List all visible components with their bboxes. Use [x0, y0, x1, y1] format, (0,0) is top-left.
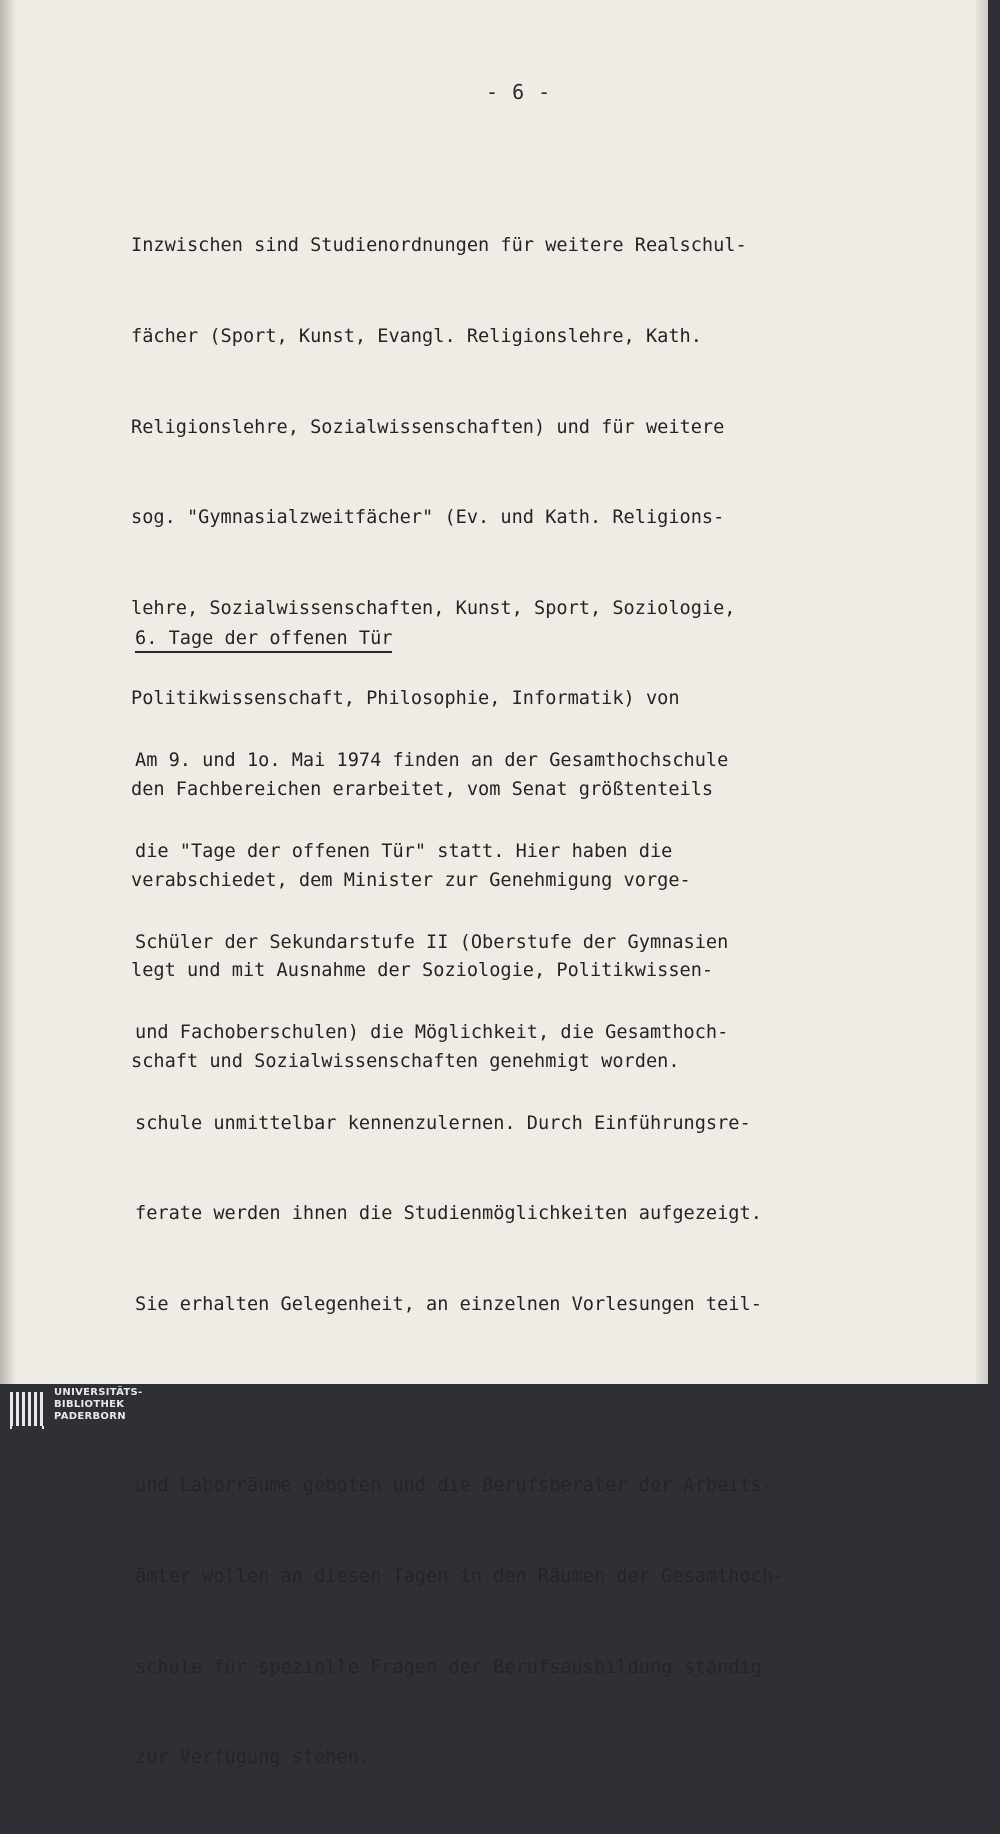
- text-line: fächer (Sport, Kunst, Evangl. Religionslehre, Kath.: [131, 326, 702, 348]
- text-line: Schüler der Sekundarstufe II (Oberstufe der Gymnasien: [135, 931, 729, 953]
- text-line: sog. "Gymnasialzweitfächer" (Ev. und Kath. Religions-: [131, 507, 725, 529]
- text-line: Religionslehre, Sozialwissenschaften) und für weitere: [131, 416, 725, 438]
- logo-line: UNIVERSITÄTS-: [54, 1387, 143, 1398]
- text-line: schule unmittelbar kennenzulernen. Durch Einführungsre-: [135, 1112, 751, 1134]
- text-line: Inzwischen sind Studienordnungen für weitere Realschul-: [131, 235, 747, 257]
- library-logo-icon: [8, 1388, 48, 1430]
- text-line: lehre, Sozialwissenschaften, Kunst, Sport, Soziologie,: [131, 597, 736, 619]
- page-number: - 6 -: [486, 80, 552, 104]
- text-line: ämter wollen an diesen Tagen in den Räumen der Gesamthoch-: [135, 1565, 785, 1587]
- binding-edge: [0, 0, 16, 1384]
- text-line: und Fachoberschulen) die Möglichkeit, die Gesamthoch-: [135, 1022, 729, 1044]
- library-logo-text: [54, 1387, 143, 1423]
- text-line: die "Tage der offenen Tür" statt. Hier haben die: [135, 841, 673, 863]
- text-line: verabschiedet, dem Minister zur Genehmigung vorge-: [131, 869, 691, 891]
- text-line: schaft und Sozialwissenschaften genehmigt worden.: [131, 1050, 680, 1072]
- footer-bar: [0, 1384, 1000, 1434]
- section-heading: 6. Tage der offenen Tür: [135, 628, 392, 653]
- text-line: zur Verfügung stehen.: [135, 1747, 371, 1769]
- logo-line: BIBLIOTHEK: [54, 1399, 125, 1410]
- text-line: legt und mit Ausnahme der Soziologie, Politikwissen-: [131, 960, 714, 982]
- text-line: Am 9. und 1o. Mai 1974 finden an der Gesamthochschule: [135, 750, 729, 772]
- text-line: und Laborräume geboten und die Berufsberater der Arbeits-: [135, 1475, 774, 1497]
- text-line: Sie erhalten Gelegenheit, an einzelnen Vorlesungen teil-: [135, 1294, 762, 1316]
- text-line: schule für spezielle Fragen der Berufsausbildung ständig: [135, 1656, 762, 1678]
- paragraph-tage-der-offenen-tuer: [135, 686, 784, 1834]
- logo-line: PADERBORN: [54, 1411, 126, 1422]
- text-line: ferate werden ihnen die Studienmöglichkeiten aufgezeigt.: [135, 1203, 762, 1225]
- page-right-edge: [976, 0, 988, 1384]
- text-line: Politikwissenschaft, Philosophie, Informatik) von: [131, 688, 680, 710]
- text-line: den Fachbereichen erarbeitet, vom Senat größtenteils: [131, 779, 714, 801]
